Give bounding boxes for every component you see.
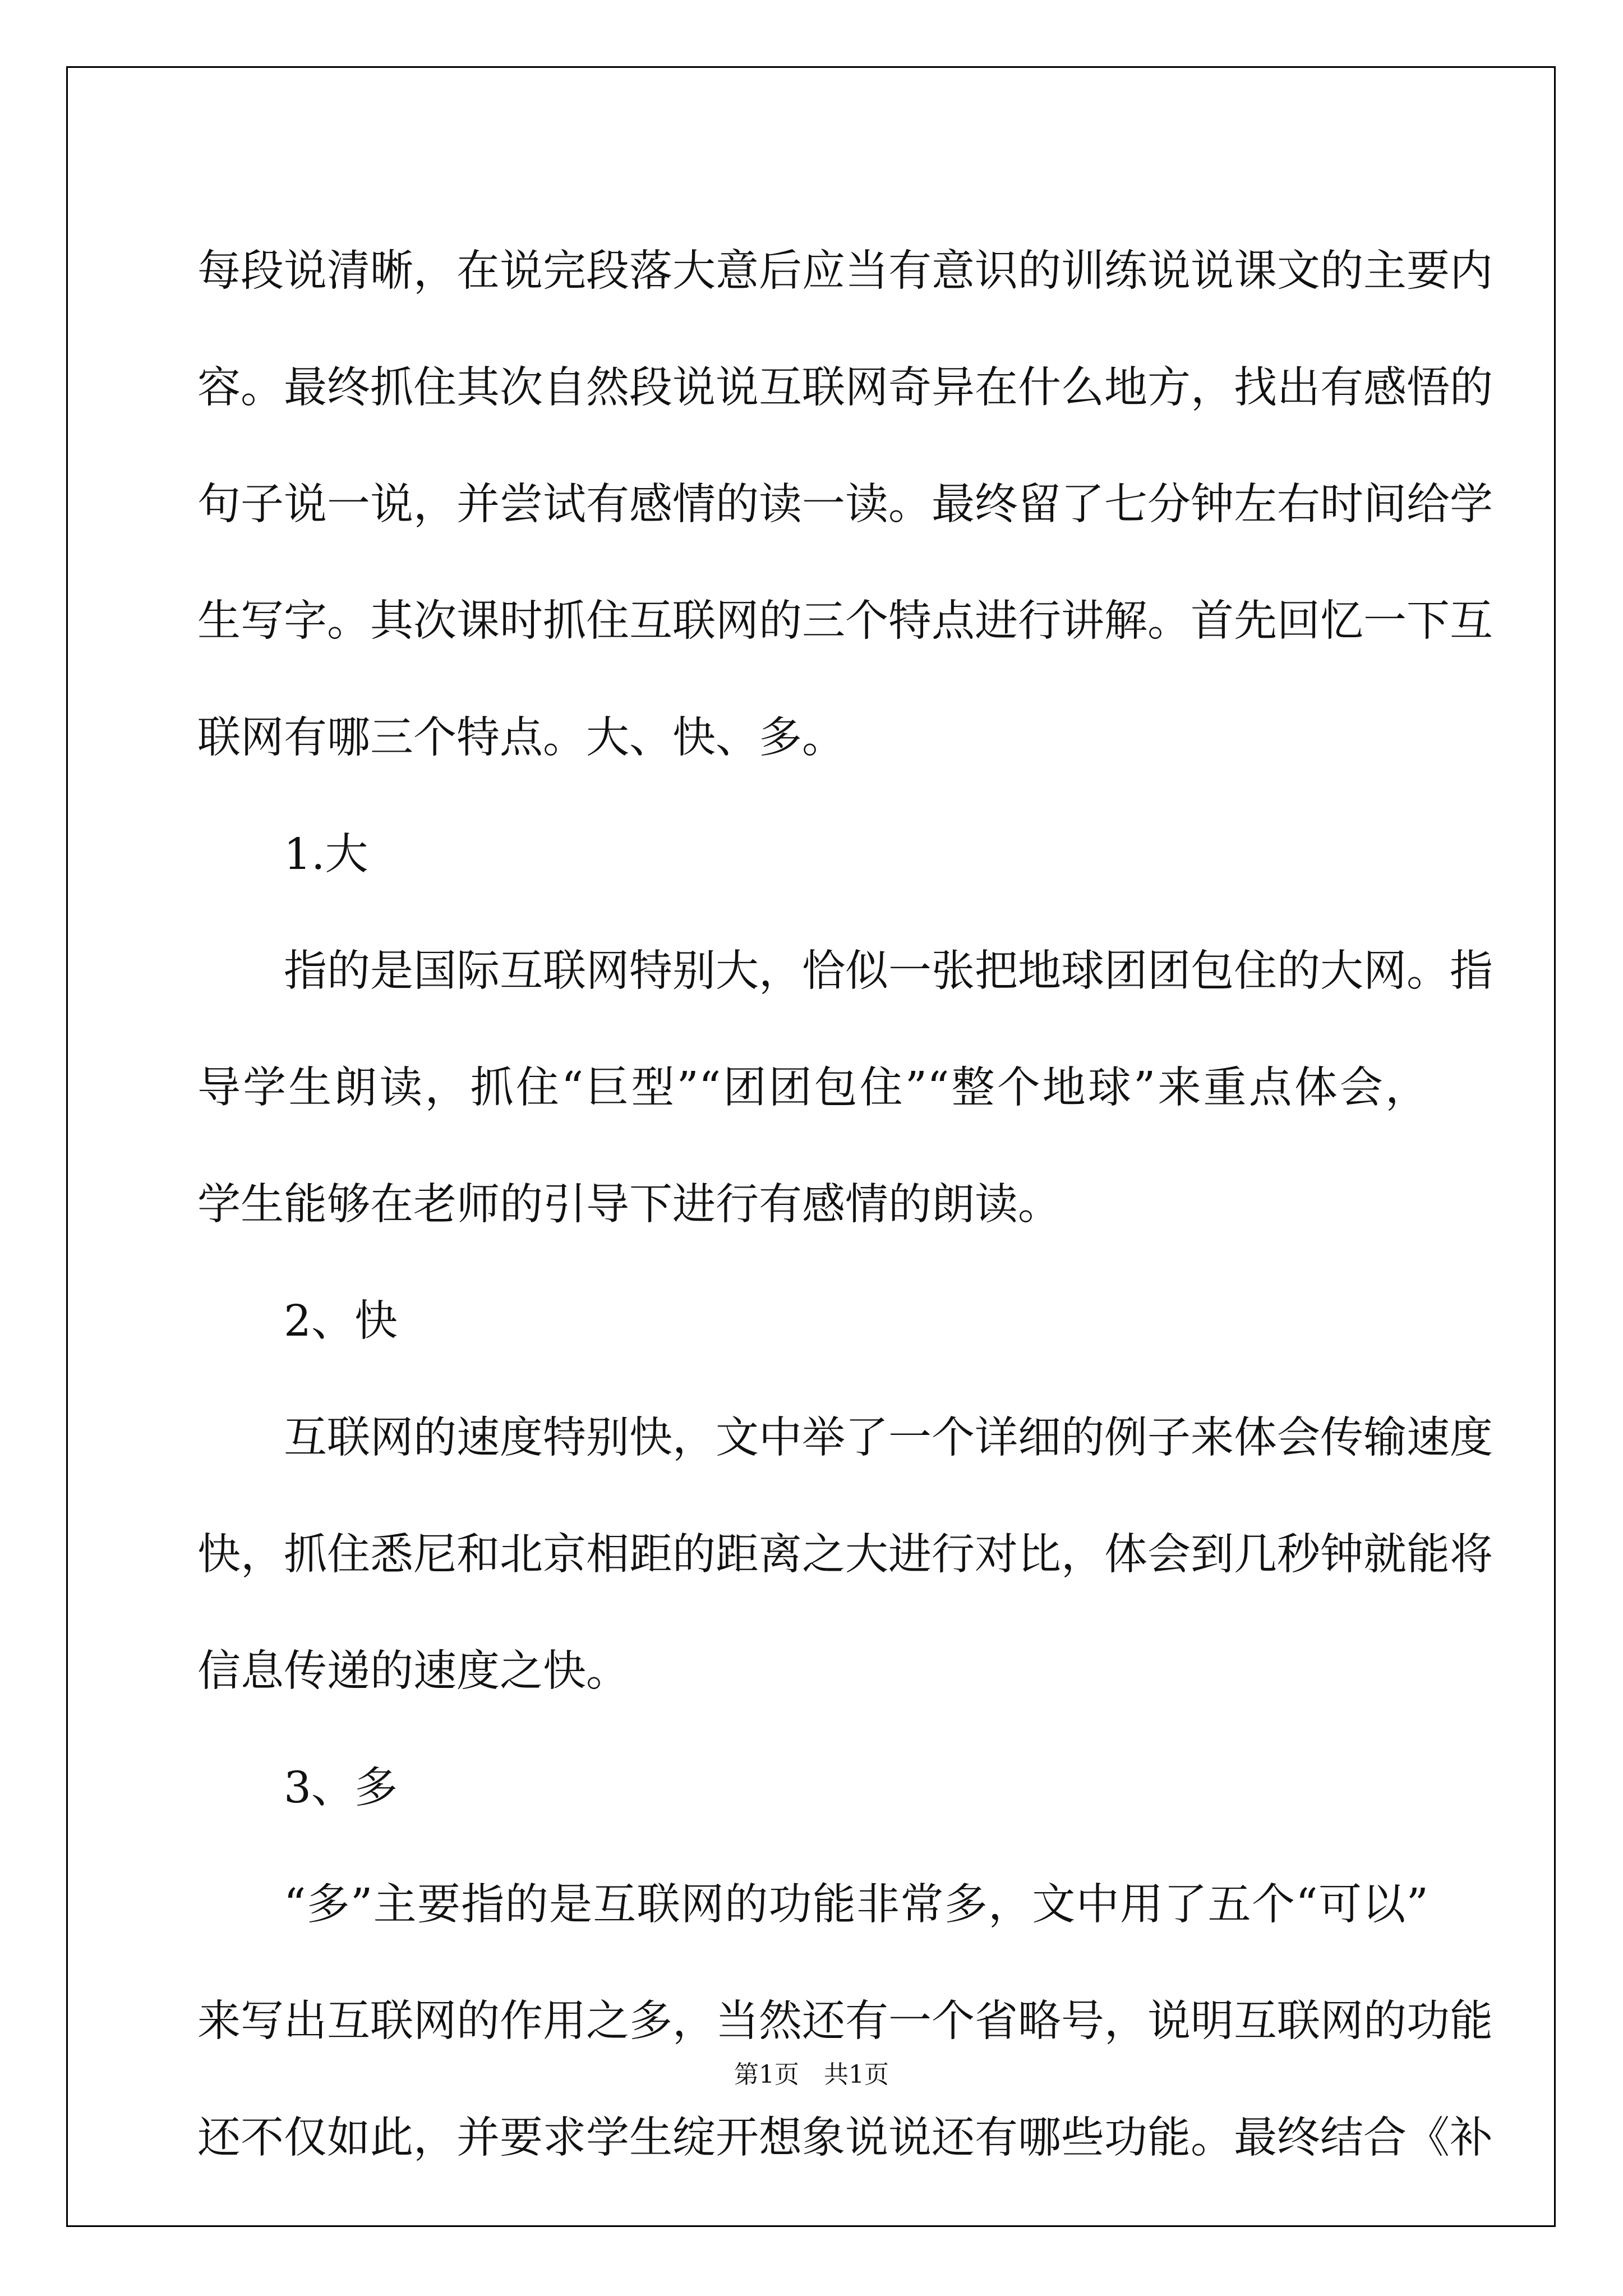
text-line: 来写出互联网的作用之多，当然还有一个省略号，说明互联网的功能 <box>197 1996 1493 2046</box>
section-heading: 2、快 <box>284 1296 398 1346</box>
text-line: 还不仅如此，并要求学生绽开想象说说还有哪些功能。最终结合《补 <box>197 2113 1493 2163</box>
page-footer: 第1页 共1页 <box>734 2060 889 2089</box>
text-line: 每段说清晰，在说完段落大意后应当有意识的训练说说课文的主要内 <box>197 246 1493 296</box>
text-line: 容。最终抓住其次自然段说说互联网奇异在什么地方，找出有感悟的 <box>197 363 1493 413</box>
text-line: 快，抓住悉尼和北京相距的距离之大进行对比，体会到几秒钟就能将 <box>197 1530 1493 1580</box>
text-line: 生写字。其次课时抓住互联网的三个特点进行讲解。首先回忆一下互 <box>197 596 1493 646</box>
text-line: 互联网的速度特别快，文中举了一个详细的例子来体会传输速度 <box>284 1413 1493 1463</box>
text-line: 联网有哪三个特点。大、快、多。 <box>197 713 845 763</box>
text-line: “多”主要指的是互联网的功能非常多，文中用了五个“可以” <box>284 1880 1428 1930</box>
text-line: 信息传递的速度之快。 <box>197 1646 629 1696</box>
body-text <box>197 213 1493 2197</box>
text-line: 导学生朗读，抓住“巨型”“团团包住”“整个地球”来重点体会， <box>197 1063 1428 1113</box>
text-line: 句子说一说，并尝试有感情的读一读。最终留了七分钟左右时间给学 <box>197 480 1493 530</box>
text-line: 指的是国际互联网特别大，恰似一张把地球团团包住的大网。指 <box>284 946 1493 996</box>
section-heading: 3、多 <box>284 1763 398 1813</box>
section-heading: 1.大 <box>284 830 368 880</box>
text-line: 学生能够在老师的引导下进行有感情的朗读。 <box>197 1180 1061 1230</box>
